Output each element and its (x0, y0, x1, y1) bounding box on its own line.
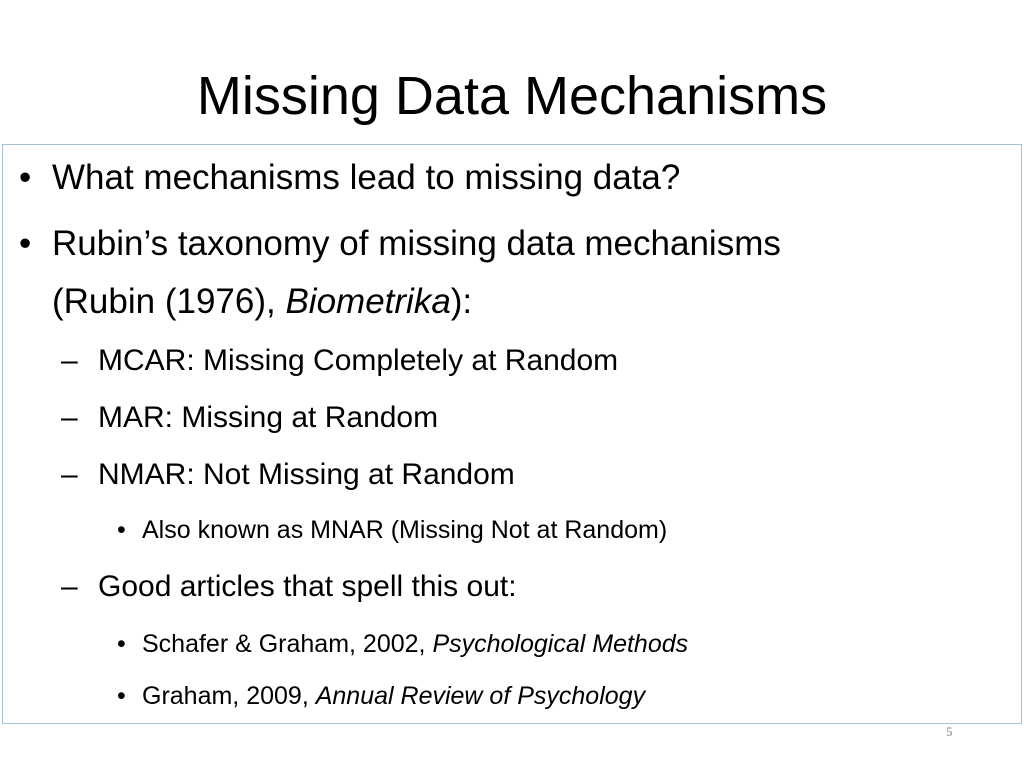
slide-title: Missing Data Mechanisms (196, 66, 828, 126)
bullet-icon: • (19, 158, 32, 197)
journal-name: Psychological Methods (432, 630, 689, 658)
slide-number: 5 (946, 724, 953, 739)
journal-name: Biometrika (285, 282, 451, 321)
citation-suffix: ): (450, 282, 473, 321)
citation-text (52, 277, 472, 327)
bullet-icon: • (117, 630, 126, 658)
sub-item-text: NMAR: Not Missing at Random (98, 458, 515, 491)
sub-sub-item-text: Also known as MNAR (Missing Not at Random) (142, 516, 668, 544)
bullet-icon: • (117, 516, 126, 544)
content-placeholder (2, 144, 1022, 724)
reference-author: Schafer & Graham, 2002, (142, 630, 433, 658)
dash-icon: – (61, 458, 78, 491)
dash-icon: – (61, 344, 78, 377)
bullet-text: Rubin’s taxonomy of missing data mechanisms (52, 224, 781, 263)
sub-item-text: MAR: Missing at Random (98, 401, 439, 434)
sub-item-text: Good articles that spell this out: (98, 570, 517, 603)
bullet-icon: • (19, 224, 32, 263)
bullet-icon: • (117, 682, 126, 710)
dash-icon: – (61, 401, 78, 434)
dash-icon: – (61, 570, 78, 603)
sub-item-text: MCAR: Missing Completely at Random (98, 344, 619, 377)
citation-prefix: (Rubin (1976), (52, 282, 286, 321)
bullet-text: What mechanisms lead to missing data? (52, 158, 681, 197)
reference-text (142, 679, 645, 713)
journal-name: Annual Review of Psychology (315, 682, 646, 710)
reference-author: Graham, 2009, (142, 682, 316, 710)
reference-text (142, 627, 688, 661)
